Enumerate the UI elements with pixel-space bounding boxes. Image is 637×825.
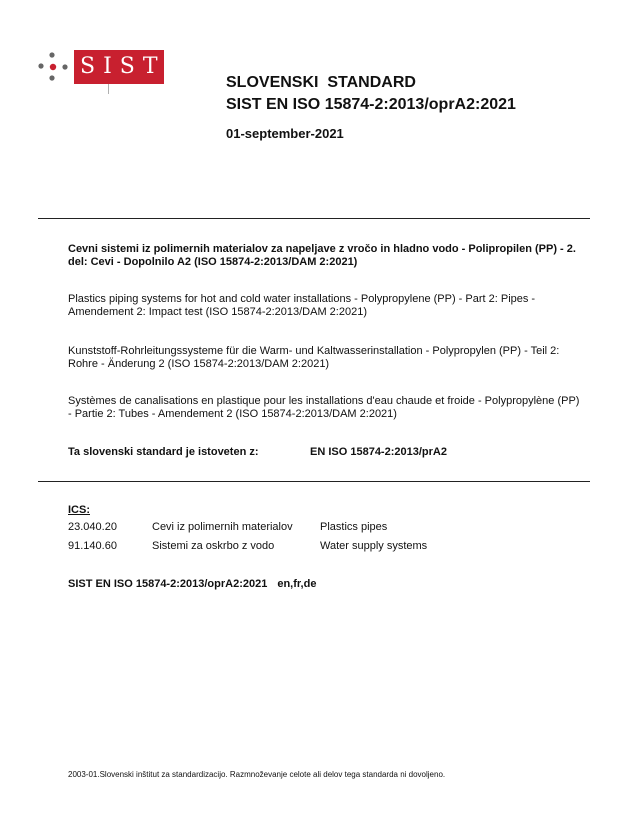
- standard-code-line: [68, 578, 316, 590]
- top-divider: [38, 218, 590, 219]
- equivalence-value: EN ISO 15874-2:2013/prA2: [310, 446, 447, 458]
- ics-label: ICS:: [68, 504, 90, 516]
- languages: en,fr,de: [277, 578, 317, 590]
- copyright-footer: 2003-01.Slovenski inštitut za standardizacijo. Razmnoževanje celote ali delov tega standarda ni dovoljeno.: [68, 770, 446, 779]
- ics-description-en: Water supply systems: [320, 540, 428, 552]
- title-german: Kunststoff-Rohrleitungssysteme für die Warm- und Kaltwasserinstallation - Polypropylen (PP) - Teil 2: Rohre - Änderung 2 (ISO 15874-2:2013/DAM 2:2021): [68, 345, 560, 370]
- middle-divider: [38, 481, 590, 482]
- title-english: Plastics piping systems for hot and cold water installations - Polypropylene (PP) - Part 2: Pipes - Amendement 2: Impact test (ISO 15874-2:2013/DAM 2:2021): [68, 293, 536, 318]
- ics-description-sl: Sistemi za oskrbo z vodo: [152, 540, 275, 552]
- title-french: Systèmes de canalisations en plastique pour les installations d'eau chaude et froide - Polypropylène (PP) - Partie 2: Tubes - Amendement 2 (ISO 15874-2:2013/DAM 2:2021): [68, 395, 580, 420]
- ics-code: 23.040.20: [68, 521, 117, 533]
- ics-description-en: Plastics pipes: [320, 521, 388, 533]
- ics-code: 91.140.60: [68, 540, 117, 552]
- equivalence-label: Ta slovenski standard je istoveten z:: [68, 446, 259, 458]
- logo-dots-icon: [38, 52, 68, 82]
- logo-divider: [108, 84, 109, 94]
- ics-description-sl: Cevi iz polimernih materialov: [152, 521, 293, 533]
- standard-code-heading: SIST EN ISO 15874-2:2013/oprA2:2021: [226, 96, 516, 113]
- sist-logo: SIST: [74, 50, 164, 84]
- standard-code: SIST EN ISO 15874-2:2013/oprA2:2021: [68, 578, 268, 590]
- title-slovenian: Cevni sistemi iz polimernih materialov za napeljave z vročo in hladno vodo - Polipropilen (PP) - 2. del: Cevi - Dopolnilo A2 (ISO 15874-2:2013/DAM 2:2021): [68, 243, 576, 268]
- publication-date: 01-september-2021: [226, 126, 344, 141]
- standard-type-heading: SLOVENSKI STANDARD: [226, 74, 416, 91]
